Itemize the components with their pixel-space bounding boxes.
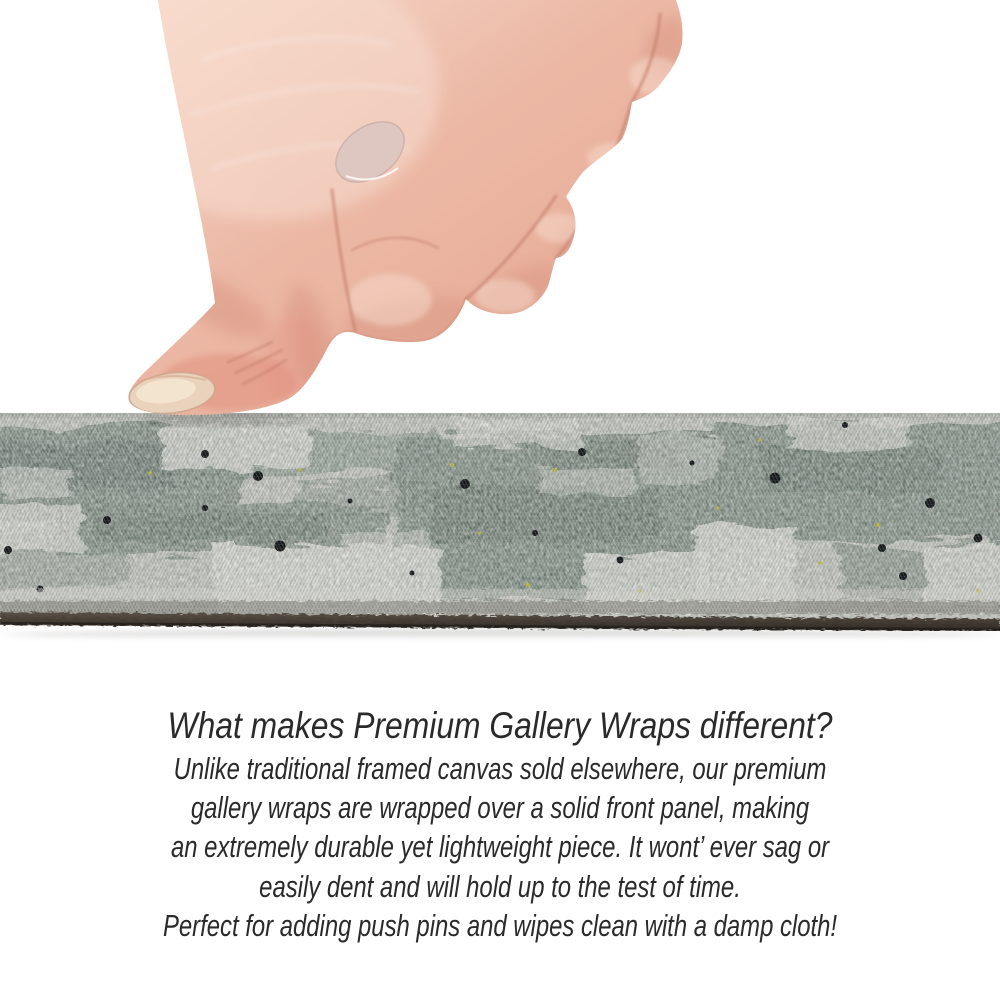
thumb-wrinkles [228, 342, 286, 384]
caption-line-4: easily dent and will hold up to the test of time. [259, 868, 741, 904]
canvas-drop-shadow [4, 630, 996, 639]
caption-line-1: Unlike traditional framed canvas sold elsewhere, our premium [173, 751, 827, 786]
thumb-redness-2 [265, 315, 325, 405]
caption-line-2: gallery wraps are wrapped over a solid front panel, making [190, 790, 810, 826]
hand-silhouette [128, 0, 682, 415]
caption-block [0, 703, 1000, 945]
thumb-nail [127, 368, 217, 418]
index-fingernail [325, 109, 416, 194]
thumb-redness [160, 354, 296, 410]
canvas-weave-overlay [0, 413, 1000, 613]
finger-shading [159, 11, 699, 410]
caption-line-3: an extremely durable yet lightweight piece. It wont’ ever sag or [170, 829, 830, 865]
caption-line-5: Perfect for adding push pins and wipes clean with a damp cloth! [162, 907, 838, 943]
fingertip-pads [348, 57, 681, 326]
hand-highlight [100, 0, 440, 220]
contour-line [328, 299, 466, 347]
finger-creases [332, 14, 660, 330]
caption-title: What makes Premium Gallery Wraps different? [167, 705, 833, 746]
hand-illustration [0, 0, 1000, 420]
hand-photo [0, 0, 1000, 420]
hand-skin-streaks [190, 38, 420, 170]
